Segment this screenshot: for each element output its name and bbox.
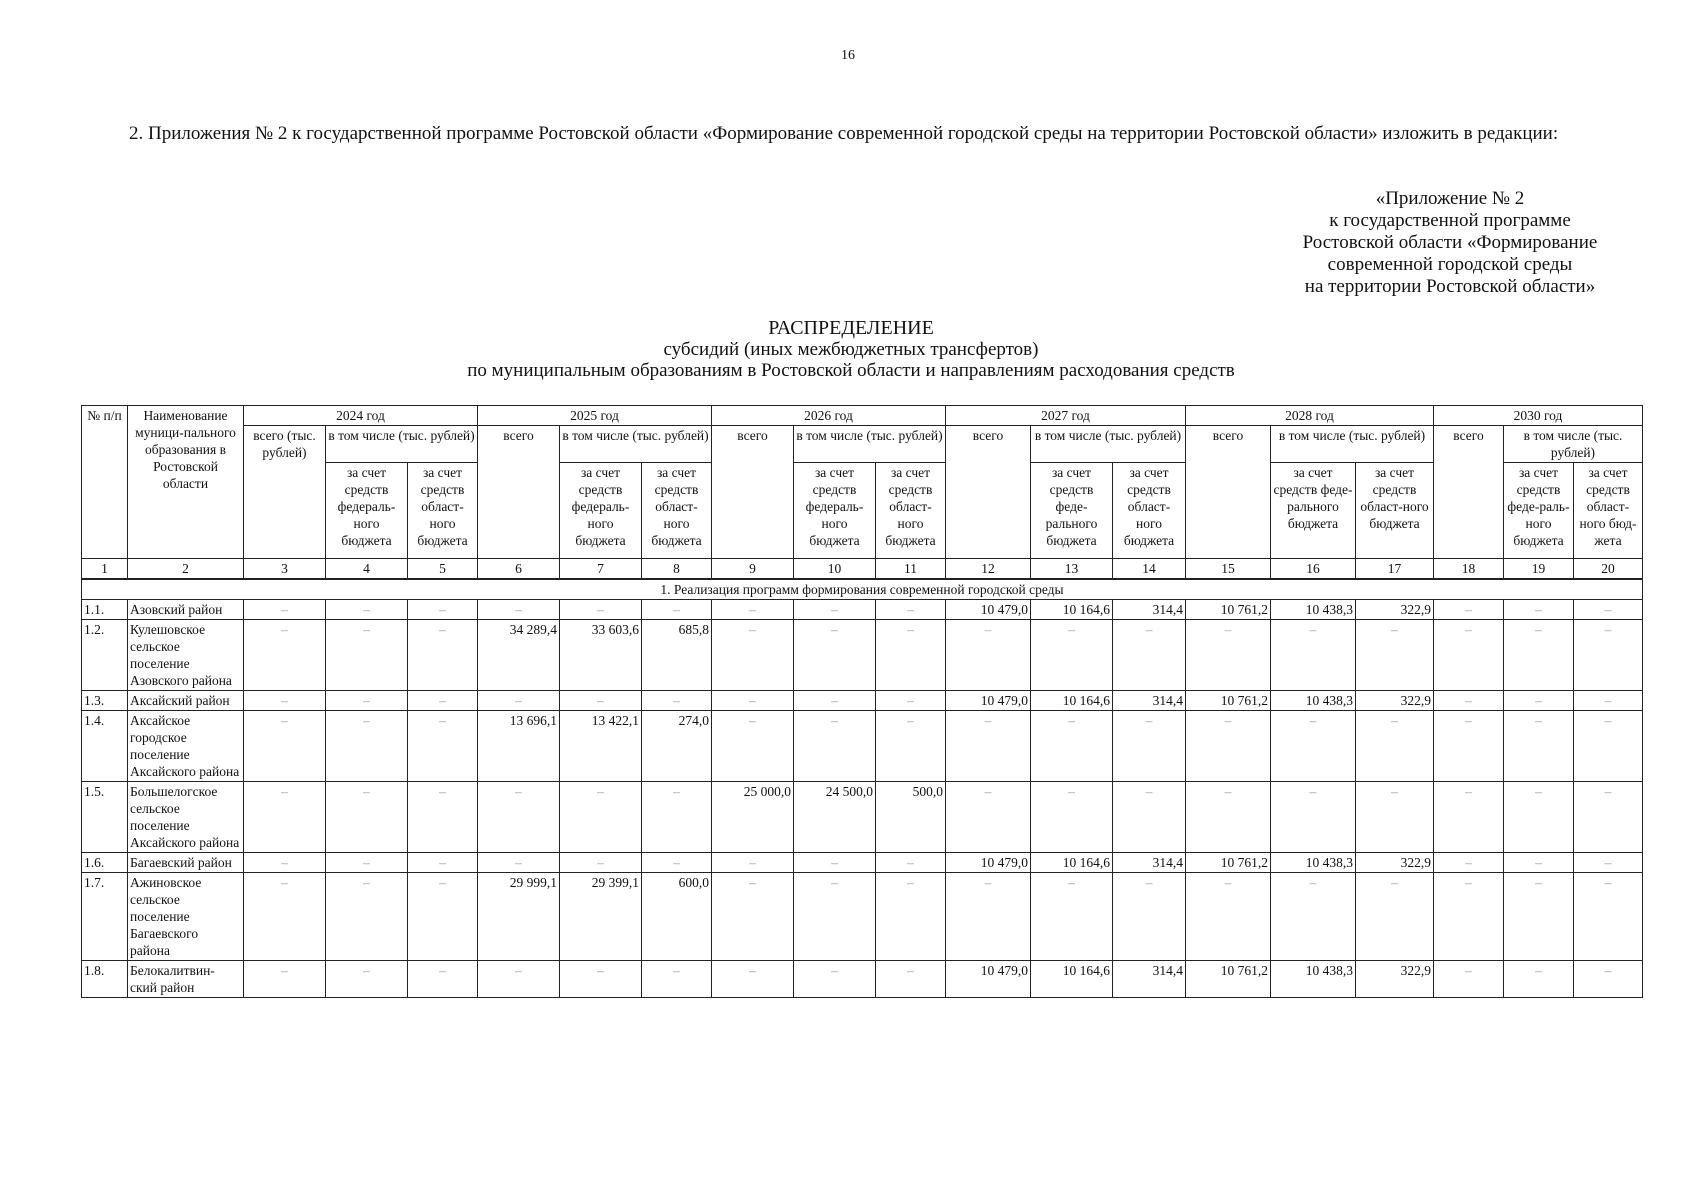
- table-cell: –: [1434, 873, 1504, 961]
- table-cell: –: [560, 691, 642, 711]
- table-cell: –: [1031, 782, 1113, 853]
- table-cell: –: [642, 782, 712, 853]
- header-federal: за счет средств федераль-ного бюджета: [794, 463, 876, 559]
- row-number: 1.7.: [82, 873, 128, 961]
- table-cell: 10 479,0: [946, 600, 1031, 620]
- table-cell: –: [326, 620, 408, 691]
- table-row: [82, 782, 1643, 853]
- table-cell: –: [1031, 711, 1113, 782]
- header-federal: за счет средств феде-рального бюджета: [1031, 463, 1113, 559]
- header-year: 2024 год: [244, 406, 478, 426]
- table-cell: –: [1434, 620, 1504, 691]
- intro-text: 2. Приложения № 2 к государственной программе Ростовской области «Формирование современной городской среды на территории Ростовской области» изложить в редакции:: [129, 123, 1559, 144]
- table-cell: –: [408, 961, 478, 998]
- table-cell: –: [1504, 711, 1574, 782]
- header-including: в том числе (тыс. рублей): [1504, 426, 1643, 463]
- column-number: 9: [712, 559, 794, 580]
- table-cell: –: [1186, 711, 1271, 782]
- table-cell: –: [1574, 600, 1643, 620]
- table-cell: –: [408, 600, 478, 620]
- table-row: [82, 620, 1643, 691]
- table-cell: –: [560, 782, 642, 853]
- table-cell: 10 479,0: [946, 691, 1031, 711]
- annex-line: современной городской среды: [1327, 254, 1573, 275]
- table-cell: –: [712, 873, 794, 961]
- table-cell: –: [326, 782, 408, 853]
- table-cell: 314,4: [1113, 961, 1186, 998]
- table-cell: –: [1574, 873, 1643, 961]
- table-cell: –: [1356, 873, 1434, 961]
- column-number: 14: [1113, 559, 1186, 580]
- title-line: по муниципальным образованиям в Ростовской области и направлениям расходования средств: [467, 360, 1235, 381]
- table-cell: –: [408, 711, 478, 782]
- table-row: [82, 873, 1643, 961]
- section-title: 1. Реализация программ формирования современной городской среды: [82, 579, 1643, 600]
- header-year: 2030 год: [1434, 406, 1643, 426]
- table-cell: –: [794, 620, 876, 691]
- table-cell: 25 000,0: [712, 782, 794, 853]
- column-number: 3: [244, 559, 326, 580]
- table-cell: –: [1186, 620, 1271, 691]
- table-cell: –: [712, 600, 794, 620]
- table-cell: –: [1574, 711, 1643, 782]
- table-cell: 10 438,3: [1271, 600, 1356, 620]
- table-row: [82, 600, 1643, 620]
- header-year: 2026 год: [712, 406, 946, 426]
- column-number: 17: [1356, 559, 1434, 580]
- table-cell: –: [1504, 600, 1574, 620]
- table-cell: –: [244, 620, 326, 691]
- table-cell: –: [712, 853, 794, 873]
- table-cell: 34 289,4: [478, 620, 560, 691]
- column-number: 20: [1574, 559, 1643, 580]
- annex-line: на территории Ростовской области»: [1304, 276, 1596, 297]
- row-number: 1.6.: [82, 853, 128, 873]
- document-title: [81, 318, 1621, 381]
- table-cell: –: [1113, 782, 1186, 853]
- title-line: РАСПРЕДЕЛЕНИЕ: [768, 317, 934, 339]
- table-cell: 10 164,6: [1031, 853, 1113, 873]
- header-including: в том числе (тыс. рублей): [1031, 426, 1186, 463]
- table-cell: –: [560, 600, 642, 620]
- header-regional: за счет средств област-ного бюджета: [1356, 463, 1434, 559]
- column-number: 19: [1504, 559, 1574, 580]
- table-cell: 500,0: [876, 782, 946, 853]
- table-cell: –: [244, 873, 326, 961]
- table-cell: –: [794, 711, 876, 782]
- table-cell: –: [1434, 961, 1504, 998]
- table-cell: –: [876, 620, 946, 691]
- table-cell: –: [712, 691, 794, 711]
- table-cell: 685,8: [642, 620, 712, 691]
- table-row: [82, 961, 1643, 998]
- table-cell: –: [1271, 711, 1356, 782]
- annex-line: Ростовской области «Формирование: [1302, 232, 1598, 253]
- table-row: [82, 711, 1643, 782]
- table-body: [82, 579, 1643, 998]
- header-no: № п/п: [82, 406, 128, 559]
- header-regional: за счет средств област-ного бюджета: [642, 463, 712, 559]
- table-cell: –: [642, 853, 712, 873]
- municipality-name: Ажиновское сельское поселение Багаевского района: [128, 873, 244, 961]
- table-cell: –: [244, 600, 326, 620]
- table-cell: 10 761,2: [1186, 961, 1271, 998]
- table-cell: –: [712, 961, 794, 998]
- table-cell: –: [326, 711, 408, 782]
- table-cell: –: [244, 782, 326, 853]
- table-cell: –: [408, 782, 478, 853]
- table-cell: 29 399,1: [560, 873, 642, 961]
- table-cell: –: [1031, 873, 1113, 961]
- table-cell: 322,9: [1356, 853, 1434, 873]
- header-federal: за счет средств феде-рального бюджета: [1271, 463, 1356, 559]
- table-cell: 322,9: [1356, 600, 1434, 620]
- distribution-table: [81, 405, 1643, 998]
- table-cell: –: [642, 600, 712, 620]
- table-cell: –: [1504, 782, 1574, 853]
- table-cell: –: [1434, 691, 1504, 711]
- row-number: 1.8.: [82, 961, 128, 998]
- header-row-years: [82, 406, 1643, 426]
- header-total: всего: [1186, 426, 1271, 559]
- table-cell: –: [1271, 620, 1356, 691]
- table-cell: 24 500,0: [794, 782, 876, 853]
- annex-line: к государственной программе: [1329, 210, 1571, 231]
- table-cell: –: [1271, 873, 1356, 961]
- title-line: субсидий (иных межбюджетных трансфертов): [663, 339, 1039, 360]
- table-cell: –: [1504, 961, 1574, 998]
- table-cell: –: [1434, 853, 1504, 873]
- table-cell: 10 438,3: [1271, 691, 1356, 711]
- column-number: 6: [478, 559, 560, 580]
- table-cell: –: [560, 853, 642, 873]
- header-regional: за счет средств област-ного бюджета: [408, 463, 478, 559]
- table-cell: –: [1504, 620, 1574, 691]
- table-cell: 10 479,0: [946, 961, 1031, 998]
- header-federal: за счет средств федераль-ного бюджета: [326, 463, 408, 559]
- table-cell: 10 479,0: [946, 853, 1031, 873]
- table-cell: –: [1504, 691, 1574, 711]
- table-cell: –: [642, 961, 712, 998]
- table-row: [82, 691, 1643, 711]
- table-cell: –: [1574, 691, 1643, 711]
- table-cell: –: [1574, 961, 1643, 998]
- table-cell: –: [326, 873, 408, 961]
- table-cell: –: [1113, 873, 1186, 961]
- municipality-name: Азовский район: [128, 600, 244, 620]
- table-cell: 314,4: [1113, 853, 1186, 873]
- table-cell: –: [1434, 711, 1504, 782]
- municipality-name: Багаевский район: [128, 853, 244, 873]
- row-number: 1.4.: [82, 711, 128, 782]
- table-cell: –: [326, 600, 408, 620]
- column-number: 10: [794, 559, 876, 580]
- table-cell: 13 696,1: [478, 711, 560, 782]
- table-cell: –: [794, 600, 876, 620]
- annex-caption: [1280, 188, 1620, 298]
- table-cell: 13 422,1: [560, 711, 642, 782]
- table-cell: –: [1113, 620, 1186, 691]
- table-cell: –: [1434, 600, 1504, 620]
- table-cell: –: [560, 961, 642, 998]
- row-number: 1.3.: [82, 691, 128, 711]
- table-cell: –: [408, 620, 478, 691]
- header-year: 2028 год: [1186, 406, 1434, 426]
- table-cell: –: [876, 600, 946, 620]
- table-cell: –: [876, 873, 946, 961]
- municipality-name: Аксайское городское поселение Аксайского района: [128, 711, 244, 782]
- table-cell: –: [1271, 782, 1356, 853]
- column-number: 7: [560, 559, 642, 580]
- table-cell: –: [1186, 782, 1271, 853]
- table-cell: –: [794, 873, 876, 961]
- column-number: 18: [1434, 559, 1504, 580]
- header-name: Наименование муници-пального образования в Ростовской области: [128, 406, 244, 559]
- column-number: 8: [642, 559, 712, 580]
- table-cell: –: [946, 711, 1031, 782]
- table-cell: –: [244, 853, 326, 873]
- table-cell: –: [326, 853, 408, 873]
- table-cell: –: [408, 691, 478, 711]
- column-number: 16: [1271, 559, 1356, 580]
- intro-paragraph: [81, 122, 1621, 146]
- header-total: всего (тыс. рублей): [244, 426, 326, 559]
- table-cell: –: [478, 782, 560, 853]
- header-total: всего: [946, 426, 1031, 559]
- table-cell: –: [712, 711, 794, 782]
- header-federal: за счет средств феде-раль-ного бюджета: [1504, 463, 1574, 559]
- municipality-name: Большелогское сельское поселение Аксайского района: [128, 782, 244, 853]
- header-total: всего: [478, 426, 560, 559]
- table-cell: –: [478, 853, 560, 873]
- table-cell: –: [244, 691, 326, 711]
- header-including: в том числе (тыс. рублей): [326, 426, 478, 463]
- table-cell: 274,0: [642, 711, 712, 782]
- header-regional: за счет средств област-ного бюд-жета: [1574, 463, 1643, 559]
- table-cell: –: [244, 711, 326, 782]
- table-cell: –: [1504, 853, 1574, 873]
- table-cell: 10 761,2: [1186, 853, 1271, 873]
- table-cell: –: [876, 853, 946, 873]
- municipality-name: Кулешовское сельское поселение Азовского района: [128, 620, 244, 691]
- table-cell: 10 761,2: [1186, 691, 1271, 711]
- table-cell: –: [946, 782, 1031, 853]
- table-cell: –: [876, 691, 946, 711]
- table-cell: –: [946, 620, 1031, 691]
- table-cell: –: [478, 961, 560, 998]
- table-cell: 10 438,3: [1271, 853, 1356, 873]
- table-cell: –: [1574, 620, 1643, 691]
- table-cell: 33 603,6: [560, 620, 642, 691]
- table-cell: –: [876, 961, 946, 998]
- table-cell: 10 438,3: [1271, 961, 1356, 998]
- table-cell: –: [1574, 853, 1643, 873]
- column-number: 2: [128, 559, 244, 580]
- table-row: [82, 853, 1643, 873]
- table-cell: –: [794, 853, 876, 873]
- table-cell: –: [794, 691, 876, 711]
- table-cell: –: [408, 873, 478, 961]
- column-numbers-row: [82, 559, 1643, 580]
- table-cell: –: [1186, 873, 1271, 961]
- table-cell: –: [1356, 620, 1434, 691]
- header-federal: за счет средств федераль-ного бюджета: [560, 463, 642, 559]
- table-cell: –: [478, 691, 560, 711]
- table-cell: –: [946, 873, 1031, 961]
- column-number: 12: [946, 559, 1031, 580]
- row-number: 1.2.: [82, 620, 128, 691]
- column-number: 5: [408, 559, 478, 580]
- table-cell: –: [642, 691, 712, 711]
- table-cell: –: [1434, 782, 1504, 853]
- table-cell: 600,0: [642, 873, 712, 961]
- table-cell: –: [408, 853, 478, 873]
- column-number: 4: [326, 559, 408, 580]
- header-total: всего: [712, 426, 794, 559]
- table-cell: 314,4: [1113, 691, 1186, 711]
- header-year: 2025 год: [478, 406, 712, 426]
- table-cell: 314,4: [1113, 600, 1186, 620]
- table-cell: 10 761,2: [1186, 600, 1271, 620]
- table-cell: 322,9: [1356, 691, 1434, 711]
- table-cell: –: [876, 711, 946, 782]
- annex-line: «Приложение № 2: [1375, 188, 1525, 209]
- column-number: 15: [1186, 559, 1271, 580]
- table-cell: –: [478, 600, 560, 620]
- municipality-name: Белокалитвин-ский район: [128, 961, 244, 998]
- table-cell: –: [1504, 873, 1574, 961]
- header-regional: за счет средств област-ного бюджета: [1113, 463, 1186, 559]
- table-cell: –: [712, 620, 794, 691]
- table-cell: –: [326, 961, 408, 998]
- section-row: [82, 579, 1643, 600]
- header-including: в том числе (тыс. рублей): [560, 426, 712, 463]
- table-cell: 10 164,6: [1031, 961, 1113, 998]
- table-cell: –: [1113, 711, 1186, 782]
- table-cell: 10 164,6: [1031, 600, 1113, 620]
- column-number: 13: [1031, 559, 1113, 580]
- header-including: в том числе (тыс. рублей): [1271, 426, 1434, 463]
- row-number: 1.1.: [82, 600, 128, 620]
- row-number: 1.5.: [82, 782, 128, 853]
- table-cell: –: [1356, 711, 1434, 782]
- table-cell: –: [244, 961, 326, 998]
- municipality-name: Аксайский район: [128, 691, 244, 711]
- header-row-totals: [82, 426, 1643, 463]
- table-cell: –: [1574, 782, 1643, 853]
- header-total: всего: [1434, 426, 1504, 559]
- table-cell: 29 999,1: [478, 873, 560, 961]
- header-including: в том числе (тыс. рублей): [794, 426, 946, 463]
- page-number: 16: [841, 48, 855, 63]
- table-cell: –: [1031, 620, 1113, 691]
- table-cell: –: [1356, 782, 1434, 853]
- table-cell: 10 164,6: [1031, 691, 1113, 711]
- table-cell: –: [326, 691, 408, 711]
- column-number: 11: [876, 559, 946, 580]
- table-cell: –: [794, 961, 876, 998]
- column-number: 1: [82, 559, 128, 580]
- header-year: 2027 год: [946, 406, 1186, 426]
- header-regional: за счет средств област-ного бюджета: [876, 463, 946, 559]
- table-cell: 322,9: [1356, 961, 1434, 998]
